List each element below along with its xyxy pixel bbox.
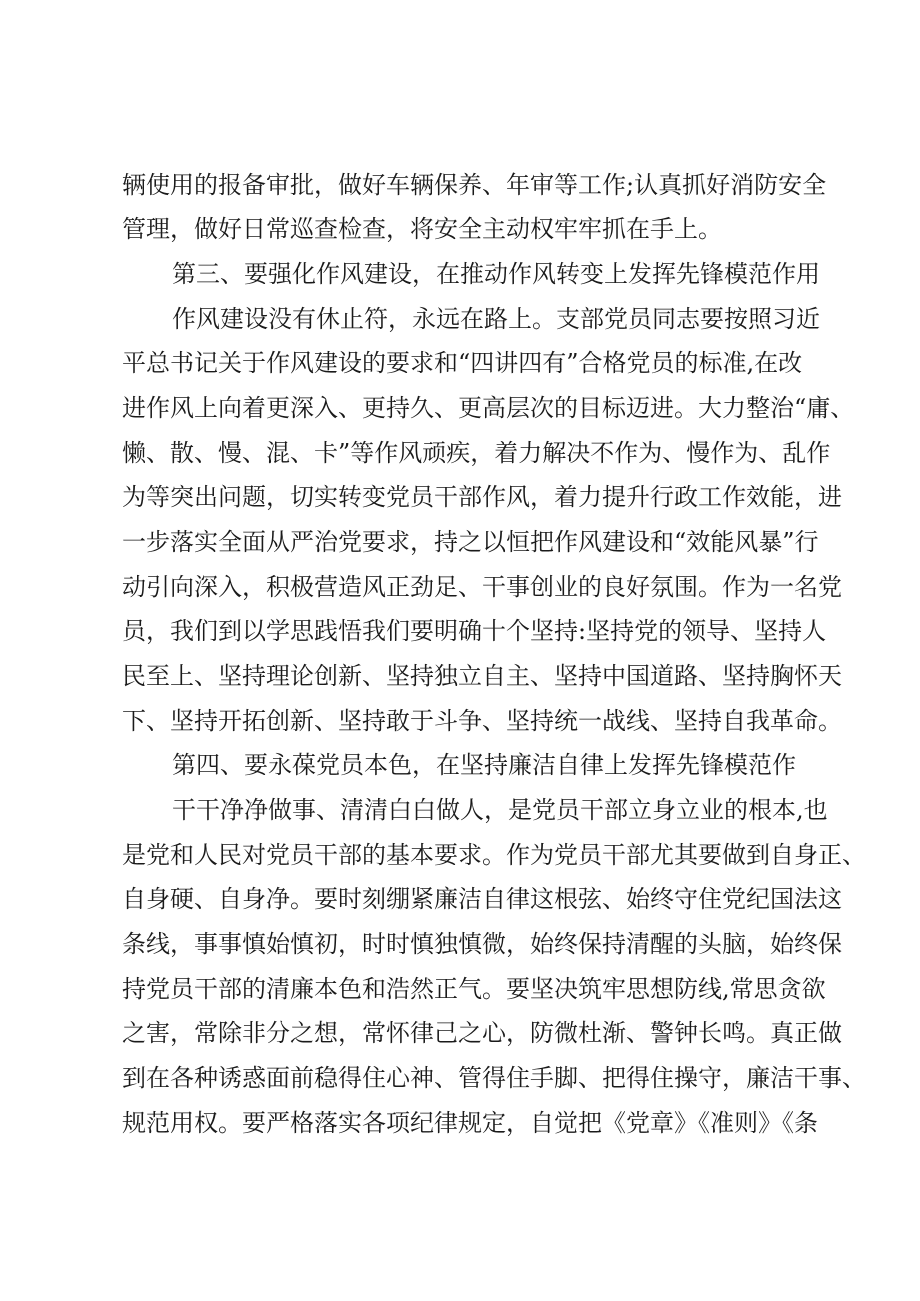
body-line-18: 条线，事事慎始慎初，时时慎独慎微，始终保持清醒的头脑，始终保 — [122, 930, 842, 958]
body-line-17: 自身硬、自身净。要时刻绷紧廉洁自律这根弦、始终守住党纪国法这 — [122, 885, 842, 913]
body-line-4: 作风建设没有休止符，永远在路上。支部党员同志要按照习近 — [172, 305, 820, 333]
body-line-22: 规范用权。要严格落实各项纪律规定，自觉把《党章》《准则》《条 — [122, 1109, 818, 1137]
section-heading-3: 第三、要强化作风建设，在推动作风转变上发挥先锋模范作用 — [172, 260, 820, 288]
body-line-19: 持党员干部的清廉本色和浩然正气。要坚决筑牢思想防线,常思贪欲 — [122, 975, 826, 1003]
body-line-1: 辆使用的报备审批，做好车辆保养、年审等工作;认真抓好消防安全 — [122, 171, 827, 199]
body-line-6: 进作风上向着更深入、更持久、更高层次的目标迈进。大力整治“庸、 — [122, 394, 855, 422]
body-line-8: 为等突出问题，切实转变党员干部作风，着力提升行政工作效能，进 — [122, 483, 842, 511]
body-line-13: 下、坚持开拓创新、坚持敢于斗争、坚持统一战线、坚持自我革命。 — [122, 707, 842, 735]
body-line-12: 民至上、坚持理论创新、坚持独立自主、坚持中国道路、坚持胸怀天 — [122, 662, 842, 690]
section-heading-4: 第四、要永葆党员本色，在坚持廉洁自律上发挥先锋模范作 — [172, 751, 796, 779]
body-line-20: 之害，常除非分之想，常怀律己之心，防微杜渐、警钟长鸣。真正做 — [122, 1019, 842, 1047]
body-line-16: 是党和人民对党员干部的基本要求。作为党员干部尤其要做到自身正、 — [122, 841, 866, 869]
body-line-15: 干干净净做事、清清白白做人，是党员干部立身立业的根本,也 — [172, 796, 828, 824]
body-line-10: 动引向深入，积极营造风正劲足、干事创业的良好氛围。作为一名党 — [122, 573, 842, 601]
body-line-11: 员，我们到以学思践悟我们要明确十个坚持:坚持党的领导、坚持人 — [122, 617, 827, 645]
body-line-7: 懒、散、慢、混、卡”等作风顽疾，着力解决不作为、慢作为、乱作 — [122, 439, 831, 467]
body-line-21: 到在各种诱惑面前稳得住心神、管得住手脚、把得住操守，廉洁干事、 — [122, 1064, 866, 1092]
body-line-5: 平总书记关于作风建设的要求和“四讲四有”合格党员的标准,在改 — [122, 349, 803, 377]
body-line-2: 管理，做好日常巡查检查，将安全主动权牢牢抓在手上。 — [122, 215, 722, 243]
body-line-9: 一步落实全面从严治党要求，持之以恒把作风建设和“效能风暴”行 — [122, 528, 819, 556]
